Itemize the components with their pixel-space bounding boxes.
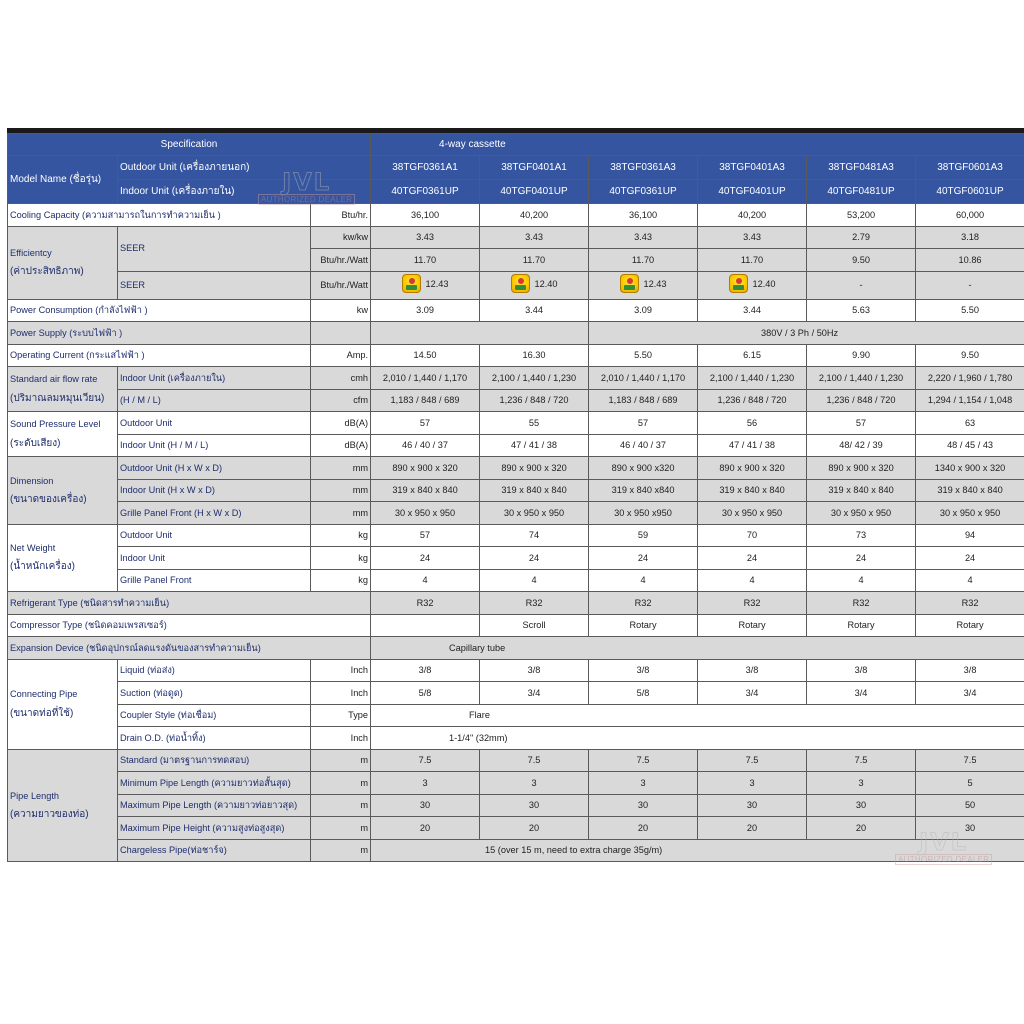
indoor-model: 40TGF0361UP [589,180,698,204]
value-cell: 30 x 950 x 950 [371,502,480,525]
value-cell: 3/4 [807,682,916,705]
value-cell [371,614,480,637]
row-label [8,457,118,525]
seer-label: SEER [118,271,311,299]
value-cell [480,271,589,299]
value-cell: 4 [371,569,480,592]
value-cell: 24 [807,547,916,570]
sub-label: Indoor Unit (เครื่องภายใน) [118,367,311,390]
row-label-th: (ความยาวของท่อ) [10,808,89,820]
value-cell: 3.43 [480,226,589,249]
value-cell: 57 [807,412,916,435]
value-cell: 3/8 [371,659,480,682]
value-cell: 63 [916,412,1024,435]
value-cell: 9.90 [807,344,916,367]
row-label [8,367,118,412]
value-cell: 3/4 [916,682,1024,705]
energy-label-icon [620,274,639,293]
row-label [8,659,118,749]
value-cell: 2,100 / 1,440 / 1,230 [698,367,807,390]
row-label: Compressor Type (ชนิดคอมเพรสเซอร์) [8,614,371,637]
value-cell: 30 [807,794,916,817]
unit-cell: Btu/hr. [311,204,371,227]
row-label-th: (ระดับเสียง) [10,437,61,449]
row-label-th: (ขนาดของเครื่อง) [10,493,87,505]
indoor-model: 40TGF0361UP [371,180,480,204]
indoor-model: 40TGF0401UP [698,180,807,204]
sub-label: (H / M / L) [118,389,311,412]
value-cell: R32 [807,592,916,615]
value-cell: 14.50 [371,344,480,367]
value-cell: 3.44 [698,299,807,322]
unit-cell: kw [311,299,371,322]
sub-label: Maximum Pipe Height (ความสูงท่อสูงสุด) [118,817,311,840]
unit-cell: kw/kw [311,226,371,249]
value-cell: - [916,271,1024,299]
value-cell: 20 [589,817,698,840]
value-cell: 59 [589,524,698,547]
sub-label: Grille Panel Front (H x W x D) [118,502,311,525]
compressor-row [8,614,1024,637]
pipe-length-row [8,772,1024,795]
sub-label: Chargeless Pipe(ท่อชาร์จ) [118,839,311,862]
outdoor-model: 38TGF0401A3 [698,156,807,180]
row-label-en: Sound Pressure Level [10,419,101,430]
row-label-en: Dimension [10,475,54,486]
value-cell: R32 [698,592,807,615]
value-cell: 3.18 [916,226,1024,249]
value-cell: 1,236 / 848 / 720 [698,389,807,412]
value-cell: 3/8 [480,659,589,682]
value-cell: 7.5 [480,749,589,772]
cooling-row [8,204,1024,227]
value-cell: 3.43 [589,226,698,249]
value-cell: 48/ 42 / 39 [807,434,916,457]
value-cell: 5.50 [916,299,1024,322]
dimension-row [8,502,1024,525]
value-cell: 890 x 900 x 320 [480,457,589,480]
row-label: Refrigerant Type (ชนิดสารทำความเย็น) [8,592,371,615]
value-cell: 24 [916,547,1024,570]
unit-cell: cmh [311,367,371,390]
row-label-en: Connecting Pipe [10,689,78,700]
value-cell: 40,200 [698,204,807,227]
value-cell: 3/4 [698,682,807,705]
sub-label: Outdoor Unit (H x W x D) [118,457,311,480]
value-cell: 2,010 / 1,440 / 1,170 [589,367,698,390]
air-flow-row [8,367,1024,390]
value-cell: 319 x 840 x 840 [371,479,480,502]
value-cell: 1,183 / 848 / 689 [371,389,480,412]
net-weight-row [8,547,1024,570]
value-cell: 30 [480,794,589,817]
pipe-length-row [8,817,1024,840]
value-cell: 319 x 840 x 840 [698,479,807,502]
connecting-pipe-row [8,659,1024,682]
value-cell: 7.5 [371,749,480,772]
value-cell: 7.5 [589,749,698,772]
value-cell: 9.50 [916,344,1024,367]
unit-cell: Inch [311,682,371,705]
value-cell: 46 / 40 / 37 [589,434,698,457]
value-cell: 1,183 / 848 / 689 [589,389,698,412]
value-cell: 6.15 [698,344,807,367]
value-cell: 5.63 [807,299,916,322]
energy-label-icon [511,274,530,293]
efficiency-row [8,271,1024,299]
value-cell: 30 x 950 x 950 [807,502,916,525]
value-cell: Flare [371,704,1024,727]
unit-cell: mm [311,457,371,480]
spec-header: Specification [8,134,371,156]
value-cell: 10.86 [916,249,1024,272]
value-cell: 94 [916,524,1024,547]
power-consumption-row [8,299,1024,322]
value-cell: 4 [807,569,916,592]
sub-label: Coupler Style (ท่อเชื่อม) [118,704,311,727]
unit-cell: dB(A) [311,412,371,435]
value-cell: 50 [916,794,1024,817]
value-cell: 57 [589,412,698,435]
value-cell: 890 x 900 x 320 [371,457,480,480]
value-cell: Rotary [807,614,916,637]
value-cell: 5/8 [589,682,698,705]
value-cell: R32 [371,592,480,615]
sub-label: Liquid (ท่อส่ง) [118,659,311,682]
sub-label: Standard (มาตรฐานการทดสอบ) [118,749,311,772]
value-cell: 2,220 / 1,960 / 1,780 [916,367,1024,390]
unit-cell: kg [311,569,371,592]
watermark-tagline: AUTHORIZED DEALER [258,194,355,205]
value-cell: 57 [371,412,480,435]
outdoor-model: 38TGF0361A3 [589,156,698,180]
row-label [8,412,118,457]
unit-cell: kg [311,547,371,570]
value-text: 12.43 [643,278,667,289]
value-cell: Rotary [698,614,807,637]
value-cell: 15 (over 15 m, need to extra charge 35g/m) [371,839,1024,862]
row-label: Operating Current (กระแสไฟฟ้า ) [8,344,311,367]
connecting-pipe-row [8,682,1024,705]
value-cell: 3/8 [698,659,807,682]
operating-current-row [8,344,1024,367]
value-cell: 30 x 950 x950 [589,502,698,525]
expansion-row [8,637,1024,660]
unit-cell: Amp. [311,344,371,367]
value-cell: 890 x 900 x 320 [807,457,916,480]
value-cell: 47 / 41 / 38 [698,434,807,457]
value-cell: 30 x 950 x 950 [480,502,589,525]
sub-label: Suction (ท่อดูด) [118,682,311,705]
value-cell: 3 [371,772,480,795]
pipe-length-row [8,839,1024,862]
header-row [8,156,1024,180]
unit-cell: m [311,839,371,862]
row-label: Power Consumption (กำลังไฟฟ้า ) [8,299,311,322]
series-header: 4-way cassette [371,134,1024,156]
unit-cell: Type [311,704,371,727]
value-cell: 24 [698,547,807,570]
indoor-model: 40TGF0601UP [916,180,1024,204]
value-cell: 20 [807,817,916,840]
unit-cell: mm [311,479,371,502]
row-label-th: (ปริมาณลมหมุนเวียน) [10,392,105,404]
indoor-unit-label: Indoor Unit (เครื่องภายใน) [118,180,371,204]
sound-row [8,412,1024,435]
value-cell: Scroll [480,614,589,637]
row-label [8,226,118,299]
value-cell: 3/8 [589,659,698,682]
energy-label-icon [402,274,421,293]
value-cell: 46 / 40 / 37 [371,434,480,457]
value-cell: 3.09 [371,299,480,322]
value-cell: R32 [916,592,1024,615]
power-supply-row [8,322,1024,345]
value-cell: 20 [371,817,480,840]
value-cell: 30 x 950 x 950 [698,502,807,525]
row-label: Power Supply (ระบบไฟฟ้า ) [8,322,311,345]
value-cell: R32 [589,592,698,615]
net-weight-row [8,524,1024,547]
outdoor-model: 38TGF0601A3 [916,156,1024,180]
value-cell: 3.43 [371,226,480,249]
value-cell: 30 [371,794,480,817]
value-cell: 4 [589,569,698,592]
row-label-th: (ค่าประสิทธิภาพ) [10,266,84,278]
sub-label: Outdoor Unit [118,412,311,435]
value-cell: 319 x 840 x 840 [916,479,1024,502]
outdoor-model: 38TGF0361A1 [371,156,480,180]
sub-label: Minimum Pipe Length (ความยาวท่อสั้นสุด) [118,772,311,795]
value-cell: 1340 x 900 x 320 [916,457,1024,480]
value-cell: R32 [480,592,589,615]
value-cell: 36,100 [371,204,480,227]
value-cell: 3/8 [807,659,916,682]
value-cell: 20 [480,817,589,840]
net-weight-row [8,569,1024,592]
row-label-th: (น้ำหนักเครื่อง) [10,561,75,573]
unit-cell [311,322,371,345]
seer-label: SEER [118,226,311,271]
value-cell: 2,100 / 1,440 / 1,230 [480,367,589,390]
value-cell: 11.70 [480,249,589,272]
connecting-pipe-row [8,704,1024,727]
value-cell: 70 [698,524,807,547]
watermark-tagline: AUTHORIZED DEALER [895,854,992,865]
value-cell: 1,236 / 848 / 720 [480,389,589,412]
value-cell: 4 [480,569,589,592]
value-text: 12.40 [752,278,776,289]
pipe-length-row [8,749,1024,772]
value-cell: 319 x 840 x840 [589,479,698,502]
value-cell: 2,100 / 1,440 / 1,230 [807,367,916,390]
value-cell: 30 [698,794,807,817]
unit-cell: mm [311,502,371,525]
value-cell [698,271,807,299]
row-label [8,749,118,862]
value-text: 12.43 [425,278,449,289]
value-cell: 3/8 [916,659,1024,682]
value-cell: 4 [916,569,1024,592]
sub-label: Indoor Unit (H / M / L) [118,434,311,457]
row-label-th: (ขนาดท่อที่ใช้) [10,707,74,719]
value-text: 12.40 [534,278,558,289]
value-cell: 16.30 [480,344,589,367]
row-label-en: Pipe Length [10,790,60,801]
value-cell [371,271,480,299]
value-cell: 74 [480,524,589,547]
value-cell: 24 [371,547,480,570]
row-label [8,524,118,592]
value-cell: 1,294 / 1,154 / 1,048 [916,389,1024,412]
unit-cell: dB(A) [311,434,371,457]
value-cell: 24 [589,547,698,570]
value-cell: 60,000 [916,204,1024,227]
sub-label: Drain O.D. (ท่อน้ำทิ้ง) [118,727,311,750]
value-cell: 7.5 [698,749,807,772]
value-cell: 3.44 [480,299,589,322]
unit-cell: Inch [311,659,371,682]
value-cell: 1-1/4" (32mm) [371,727,1024,750]
sub-label: Outdoor Unit [118,524,311,547]
value-cell: 48 / 45 / 43 [916,434,1024,457]
value-cell: 3.43 [698,226,807,249]
value-cell [589,271,698,299]
value-cell: Rotary [916,614,1024,637]
value-cell: 3 [807,772,916,795]
pipe-length-row [8,794,1024,817]
value-cell: 5/8 [371,682,480,705]
value-cell: 3/4 [480,682,589,705]
connecting-pipe-row [8,727,1024,750]
value-cell: 2.79 [807,226,916,249]
value-cell: 3 [480,772,589,795]
value-cell: 11.70 [371,249,480,272]
row-label: Expansion Device (ชนิดอุปกรณ์ลดแรงดันของสารทำความเย็น) [8,637,371,660]
unit-cell: Inch [311,727,371,750]
value-cell: 55 [480,412,589,435]
model-name-label: Model Name (ชื่อรุ่น) [8,156,118,204]
spec-table [7,133,1024,862]
sub-label: Indoor Unit (H x W x D) [118,479,311,502]
value-with-label [402,274,449,293]
value-cell: 380V / 3 Ph / 50Hz [589,322,1024,345]
outdoor-unit-label: Outdoor Unit (เครื่องภายนอก) [118,156,371,180]
sub-label: Grille Panel Front [118,569,311,592]
value-cell: 30 [916,817,1024,840]
header-row [8,134,1024,156]
value-cell: 20 [698,817,807,840]
value-cell: - [807,271,916,299]
value-cell: 47 / 41 / 38 [480,434,589,457]
empty-cell [371,322,589,345]
row-label-en: Efficientcy [10,247,52,258]
value-cell: 890 x 900 x320 [589,457,698,480]
sound-row [8,434,1024,457]
value-with-label [511,274,558,293]
value-with-label [729,274,776,293]
value-cell: 319 x 840 x 840 [480,479,589,502]
unit-cell: m [311,794,371,817]
value-cell: 24 [480,547,589,570]
value-cell: 11.70 [698,249,807,272]
value-cell: 3.09 [589,299,698,322]
value-cell: 3 [698,772,807,795]
value-cell: 53,200 [807,204,916,227]
unit-cell: kg [311,524,371,547]
value-cell: 30 x 950 x 950 [916,502,1024,525]
unit-cell: Btu/hr./Watt [311,271,371,299]
value-cell: Rotary [589,614,698,637]
unit-cell: m [311,772,371,795]
value-cell: 890 x 900 x 320 [698,457,807,480]
value-cell: 9.50 [807,249,916,272]
value-cell: 73 [807,524,916,547]
refrigerant-row [8,592,1024,615]
value-cell: 4 [698,569,807,592]
value-cell: 2,010 / 1,440 / 1,170 [371,367,480,390]
value-cell: 7.5 [807,749,916,772]
row-label-en: Standard air flow rate [10,374,98,385]
value-with-label [620,274,667,293]
unit-cell: m [311,817,371,840]
header-row [8,180,1024,204]
air-flow-row [8,389,1024,412]
value-cell: 11.70 [589,249,698,272]
spec-sheet [7,128,1024,862]
value-cell: 1,236 / 848 / 720 [807,389,916,412]
unit-cell: cfm [311,389,371,412]
value-cell: 5 [916,772,1024,795]
sub-label: Indoor Unit [118,547,311,570]
sub-label: Maximum Pipe Length (ความยาวท่อยาวสุด) [118,794,311,817]
row-label: Cooling Capacity (ความสามารถในการทำความเย็น ) [8,204,311,227]
value-cell: 57 [371,524,480,547]
value-cell: 7.5 [916,749,1024,772]
value-cell: 56 [698,412,807,435]
dimension-row [8,479,1024,502]
outdoor-model: 38TGF0401A1 [480,156,589,180]
unit-cell: Btu/hr./Watt [311,249,371,272]
value-cell: 30 [589,794,698,817]
efficiency-row [8,226,1024,249]
value-cell: 5.50 [589,344,698,367]
value-cell: 36,100 [589,204,698,227]
indoor-model: 40TGF0401UP [480,180,589,204]
row-label-en: Net Weight [10,543,56,554]
indoor-model: 40TGF0481UP [807,180,916,204]
energy-label-icon [729,274,748,293]
value-cell: 40,200 [480,204,589,227]
outdoor-model: 38TGF0481A3 [807,156,916,180]
value-cell: Capillary tube [371,637,1024,660]
value-cell: 3 [589,772,698,795]
unit-cell: m [311,749,371,772]
value-cell: 319 x 840 x 840 [807,479,916,502]
dimension-row [8,457,1024,480]
